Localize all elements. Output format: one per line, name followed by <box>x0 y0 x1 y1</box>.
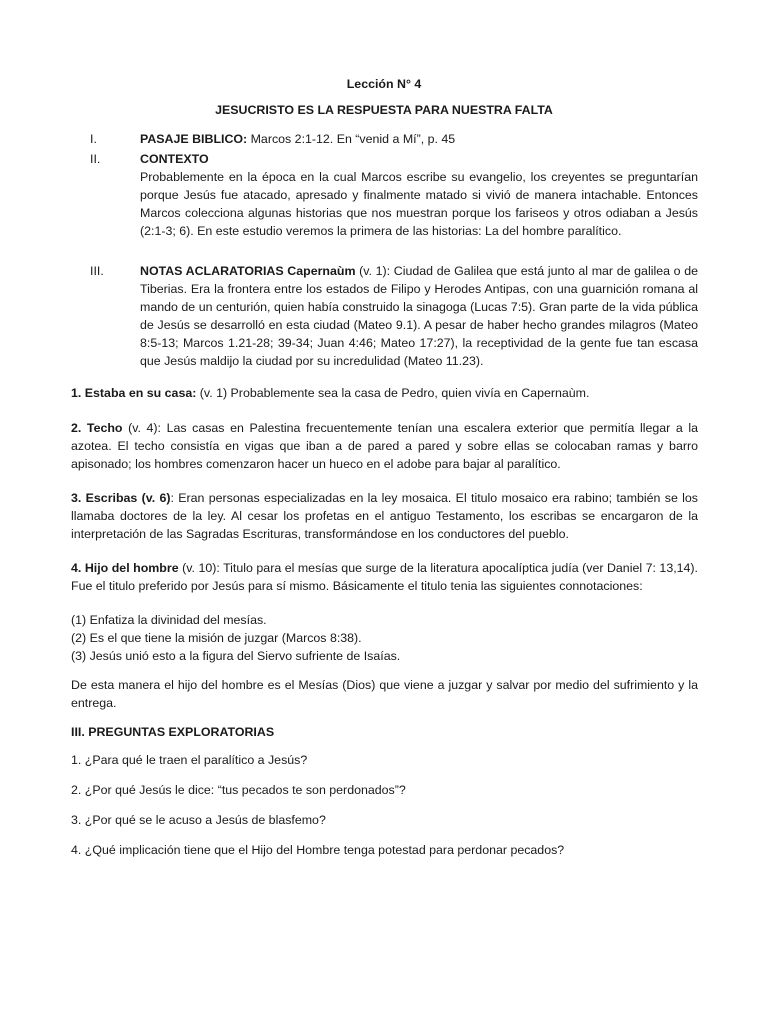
section-label: CONTEXTO <box>140 152 209 166</box>
section-notas-aclaratorias <box>90 262 698 370</box>
section-number: II. <box>90 152 101 166</box>
list-item: (3) Jesús unió esto a la figura del Siervo sufriente de Isaías. <box>71 649 401 663</box>
section-pasaje-biblico <box>90 130 698 148</box>
section-contexto <box>90 150 698 240</box>
section-text: Marcos 2:1-12. En “venid a Mí”, p. 45 <box>247 132 456 146</box>
note-label: 3. Escribas (v. 6) <box>71 491 171 505</box>
section-label: PASAJE BIBLICO: <box>140 132 248 146</box>
section-number: I. <box>90 132 97 146</box>
section-number: III. <box>90 264 104 278</box>
section-text: Probablemente en la época en la cual Marcos escribe su evangelio, los creyentes se preguntarían porque Jesús fue atacado, apresado y finalmente matado si vivió de manera intachable. Entonces Marcos colecciona algunas historias que nos muestran porque los fariseos y otros odiaban a Jesús (2:1-3; 6). En este estudio veremos la primera de las historias: La del hombre paralítico. <box>140 170 698 238</box>
note-text: : Eran personas especializadas en la ley mosaica. El titulo mosaico era rabino; también se los llamaba doctores de la ley. Al cesar los profetas en el antiguo Testamento, los escribas se encargaron de la interpretación de las Sagradas Escrituras, transformándose en los conductores del pueblo. <box>71 491 698 541</box>
section-body <box>140 262 698 370</box>
note-text: (v. 1) Probablemente sea la casa de Pedro, quien vivía en Capernaùm. <box>196 386 590 400</box>
note-label: 1. Estaba en su casa: <box>71 386 197 400</box>
note-estaba-en-su-casa <box>71 384 698 402</box>
question-item: 2. ¿Por qué Jesús le dice: “tus pecados te son perdonados”? <box>71 783 406 797</box>
note-text: (v. 10): Titulo para el mesías que surge de la literatura apocalíptica judía (ver Daniel 7: 13,14). Fue el titulo preferido por Jesús para sí mismo. Básicamente el titulo tenia las siguientes connotaciones: <box>71 561 699 593</box>
note-techo <box>71 419 698 473</box>
question-item: 4. ¿Qué implicación tiene que el Hijo del Hombre tenga potestad para perdonar pecados? <box>71 843 565 857</box>
list-item: (1) Enfatiza la divinidad del mesías. <box>71 613 267 627</box>
note-label: 4. Hijo del hombre <box>71 561 179 575</box>
note-escribas <box>71 489 698 543</box>
lesson-number: Lección N° 4 <box>346 77 422 91</box>
questions-heading: III. PREGUNTAS EXPLORATORIAS <box>71 725 275 739</box>
section-label: NOTAS ACLARATORIAS Capernaùm <box>140 264 356 278</box>
note-label: 2. Techo <box>71 421 123 435</box>
note-hijo-del-hombre <box>71 559 698 595</box>
lesson-title: JESUCRISTO ES LA RESPUESTA PARA NUESTRA FALTA <box>215 103 553 117</box>
question-item: 1. ¿Para qué le traen el paralítico a Jesús? <box>71 753 308 767</box>
section-body <box>140 130 698 148</box>
question-item: 3. ¿Por qué se le acuso a Jesús de blasfemo? <box>71 813 326 827</box>
list-item: (2) Es el que tiene la misión de juzgar (Marcos 8:38). <box>71 631 362 645</box>
note-text: (v. 4): Las casas en Palestina frecuentemente tenían una escalera exterior que permitía llegar a la azotea. El techo consistía en vigas que iban a de pared a pared y sobre ellas se colocaban ramas y barro apisonado; los hombres comenzaron hacer un hueco en el adobe para bajar al paralítico. <box>71 421 698 471</box>
section-text: (v. 1): Ciudad de Galilea que está junto al mar de galilea o de Tiberias. Era la frontera entre los estados de Filipo y Herodes Antipas, con una guarnición romana al mando de un centurión, quien había construido la sinagoga (Lucas 7:5). Gran parte de la vida pública de Jesús se desarrolló en esta ciudad (Mateo 9.1). A pesar de haber hecho grandes milagros (Mateo 8:5-13; Marcos 1.21-28; 39-34; Juan 4:46; Mateo 17:27), la receptividad de la gente fue tan escasa que Jesús maldijo la ciudad por su incredulidad (Mateo 11.23). <box>140 264 698 368</box>
conclusion-paragraph: De esta manera el hijo del hombre es el Mesías (Dios) que viene a juzgar y salvar por medio del sufrimiento y la entrega. <box>71 678 698 710</box>
